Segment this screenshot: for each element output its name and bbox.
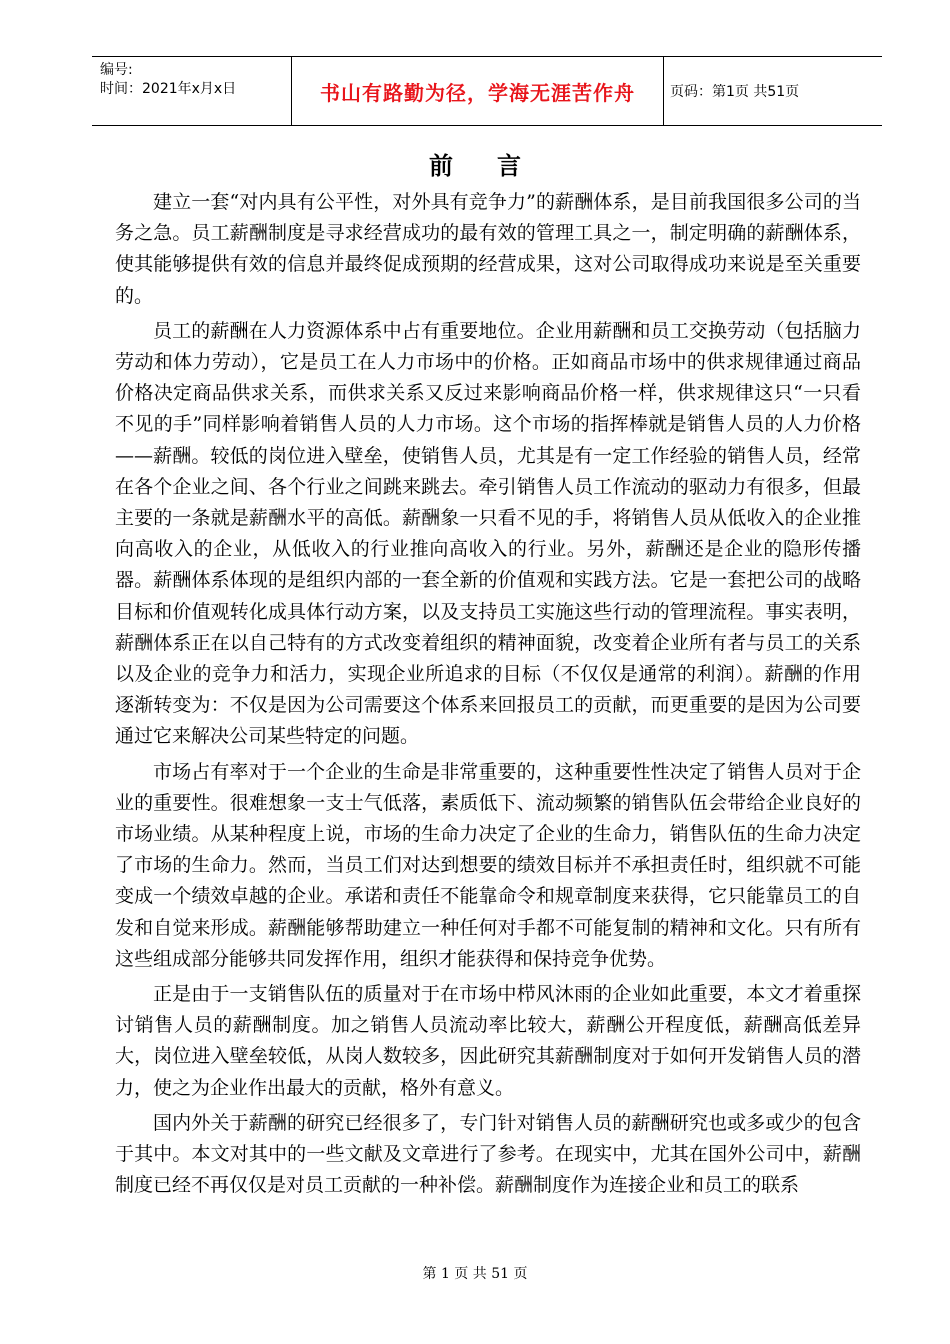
header-info-cell: [92, 57, 292, 125]
paragraph: 市场占有率对于一个企业的生命是非常重要的，这种重要性性决定了销售人员对于企业的重要性。很难想象一支士气低落，素质低下、流动频繁的销售队伍会带给企业良好的市场业绩。从某种程度上说，市场的生命力决定了企业的生命力，销售队伍的生命力决定了市场的生命力。然而，当员工们对达到想要的绩效目标并不承担责任时，组织就不可能变成一个绩效卓越的企业。承诺和责任不能靠命令和规章制度来获得，它只能靠员工的自发和自觉来形成。薪酬能够帮助建立一种任何对手都不可能复制的精神和文化。只有所有这些组成部分能够共同发挥作用，组织才能获得和保持竞争优势。: [115, 760, 861, 970]
paragraph: 正是由于一支销售队伍的质量对于在市场中栉风沐雨的企业如此重要，本文才着重探讨销售人员的薪酬制度。加之销售人员流动率比较大，薪酬公开程度低，薪酬高低差异大，岗位进入壁垒较低，从岗人数较多，因此研究其薪酬制度对于如何开发销售人员的潜力，使之为企业作出最大的贡献，格外有意义。: [115, 983, 861, 1099]
page-footer: 第 1 页 共 51 页: [422, 1266, 528, 1282]
number-label: 编号:: [100, 62, 133, 78]
page-title: 前言: [429, 151, 565, 180]
header-motto: 书山有路勤为径，学海无涯苦作舟: [292, 57, 664, 125]
paragraph: 员工的薪酬在人力资源体系中占有重要地位。企业用薪酬和员工交换劳动（包括脑力劳动和体力劳动），它是员工在人力市场中的价格。正如商品市场中的供求规律通过商品价格决定商品供求关系，而供求关系又反过来影响商品价格一样，供求规律这只“一只看不见的手”同样影响着销售人员的人力市场。这个市场的指挥棒就是销售人员的人力价格——薪酬。较低的岗位进入壁垒，使销售人员，尤其是有一定工作经验的销售人员，经常在各个企业之间、各个行业之间跳来跳去。牵引销售人员工作流动的驱动力有很多，但最主要的一条就是薪酬水平的高低。薪酬象一只看不见的手，将销售人员从低收入的企业推向高收入的企业，从低收入的行业推向高收入的行业。另外，薪酬还是企业的隐形传播器。薪酬体系体现的是组织内部的一套全新的价值观和实践方法。它是一套把公司的战略目标和价值观转化成具体行动方案，以及支持员工实施这些行动的管理流程。事实表明，薪酬体系正在以自己特有的方式改变着组织的精神面貌，改变着企业所有者与员工的关系以及企业的竞争力和活力，实现企业所追求的目标（不仅仅是通常的利润）。薪酬的作用逐渐转变为：不仅是因为公司需要这个体系来回报员工的贡献，而更重要的是因为公司要通过它来解决公司某些特定的问题。: [115, 319, 861, 748]
paragraph: 国内外关于薪酬的研究已经很多了，专门针对销售人员的薪酬研究也或多或少的包含于其中。本文对其中的一些文献及文章进行了参考。在现实中，尤其在国外公司中，薪酬制度已经不再仅仅是对员工贡献的一种补偿。薪酬制度作为连接企业和员工的联系: [115, 1111, 861, 1197]
time-label: 时间：2021年x月x日: [100, 81, 237, 97]
body-text: [115, 187, 861, 1206]
document-header: [92, 56, 882, 126]
paragraph: 建立一套“对内具有公平性，对外具有竞争力”的薪酬体系，是目前我国很多公司的当务之急。员工薪酬制度是寻求经营成功的最有效的管理工具之一，制定明确的薪酬体系，使其能够提供有效的信息并最终促成预期的经营成果，这对公司取得成功来说是至关重要的。: [115, 191, 861, 307]
header-page-label: 页码：第1页 共51页: [670, 84, 800, 100]
